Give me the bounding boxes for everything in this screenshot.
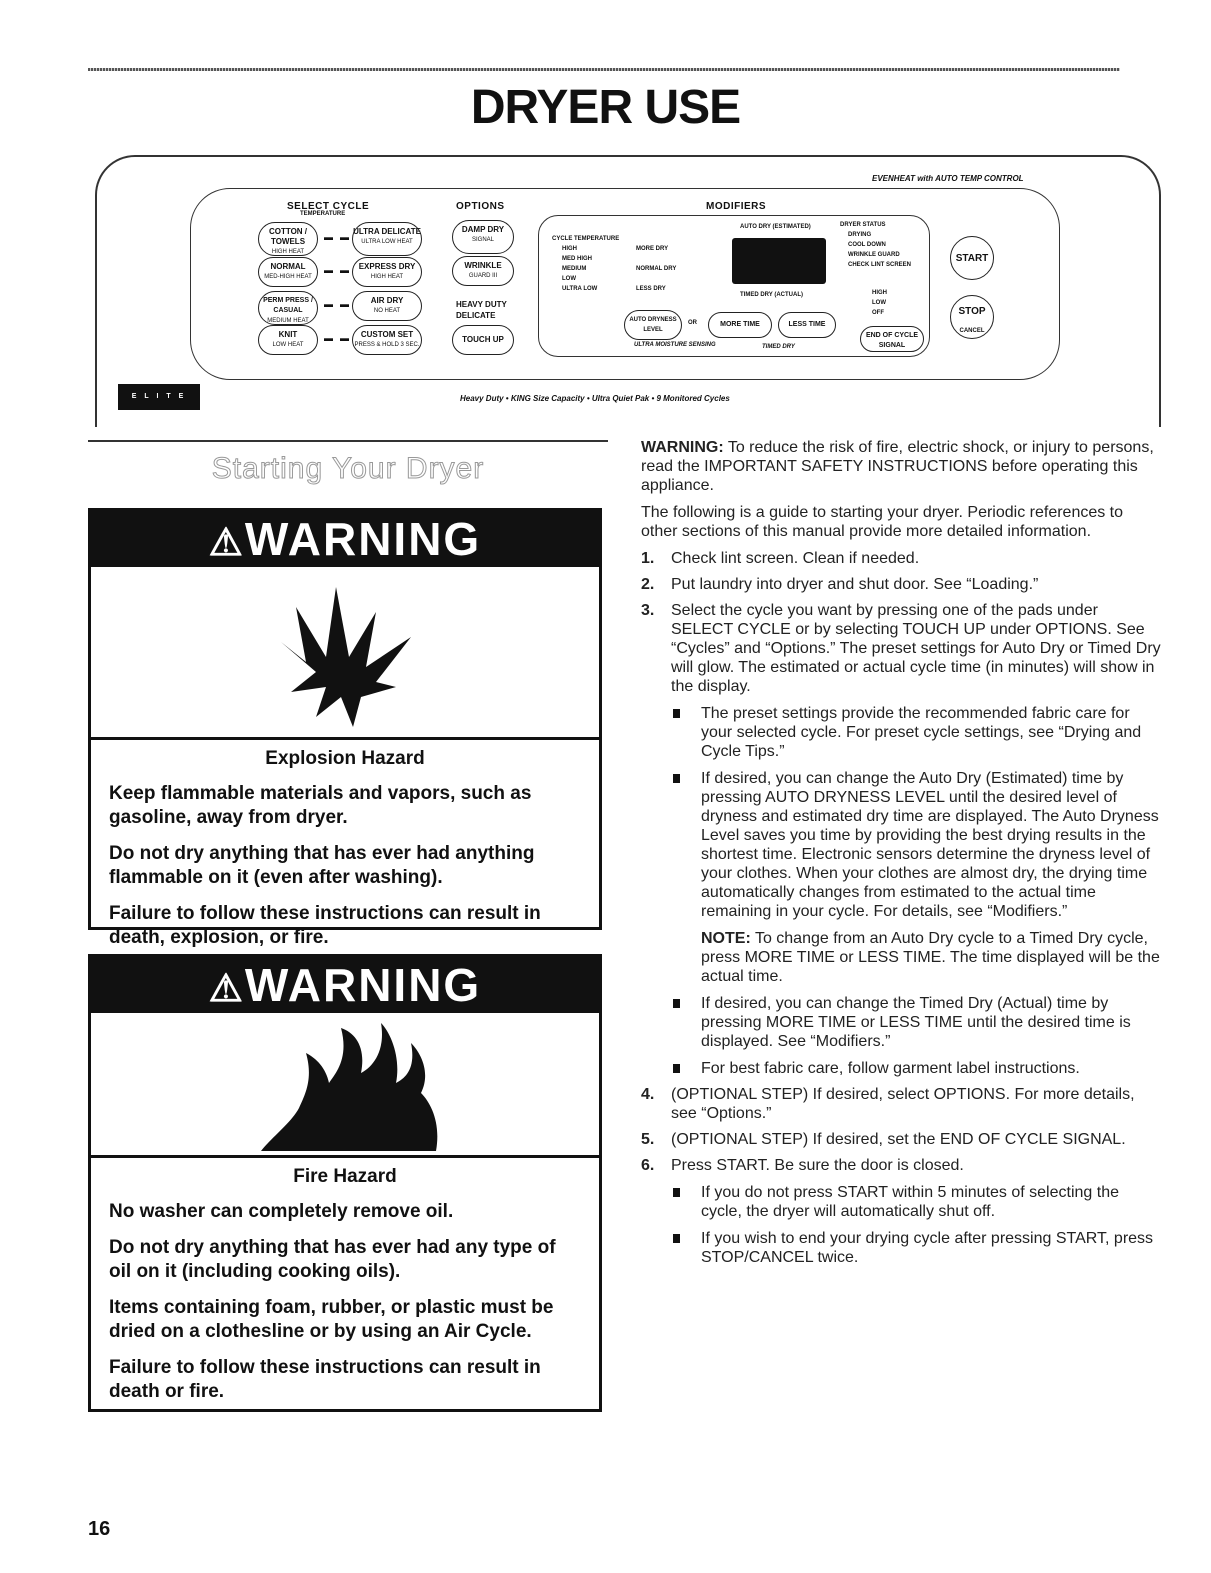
indicator-dot: ▬ bbox=[340, 232, 349, 242]
bullet-item bbox=[669, 1229, 1161, 1267]
delicate-label: DELICATE bbox=[456, 311, 496, 320]
bullet-text: If you wish to end your drying cycle after pressing START, press STOP/CANCEL twice. bbox=[701, 1230, 1154, 1266]
bullet-text: The preset settings provide the recommended fabric care for your selected cycle. For preset cycle settings, see “Drying and Cycle Tips.” bbox=[701, 705, 1142, 760]
bullet-text: If you do not press START within 5 minutes of selecting the cycle, the dryer will automatically shut off. bbox=[701, 1184, 1119, 1220]
bullet-icon bbox=[673, 774, 680, 783]
step-number: 1. bbox=[641, 550, 655, 567]
step-text: (OPTIONAL STEP) If desired, select OPTIONS. For more details, see “Options.” bbox=[671, 1086, 1135, 1122]
indicator-dot: ▬ bbox=[324, 299, 333, 309]
step-item bbox=[641, 1156, 1161, 1267]
more-time-button: MORE TIME bbox=[708, 312, 772, 338]
warning-header bbox=[91, 957, 599, 1013]
step-number: 6. bbox=[641, 1157, 655, 1174]
bullet-icon bbox=[673, 1234, 680, 1243]
bullet-text: If desired, you can change the Auto Dry (Estimated) time by pressing AUTO DRYNESS LEVEL until the desired level of dryness and estimated dry time are displayed. The Auto Dryness Level saves you time by providing the best drying results in the shortest time. Electronic sensors determine the dryness level of your clothes. When your clothes are almost dry, the drying time automatically changes from estimated to the actual time remaining in your cycle. For details, see “Modifiers.” bbox=[701, 770, 1159, 920]
temp-medium: MEDIUM bbox=[562, 266, 587, 272]
cancel-label: CANCEL bbox=[959, 328, 985, 334]
kenmore-elite-logo: E L I T E bbox=[118, 384, 200, 410]
modifiers-header: MODIFIERS bbox=[706, 201, 767, 212]
cycle-heat: MED-HIGH HEAT bbox=[264, 274, 312, 280]
section-divider bbox=[88, 440, 608, 442]
cycle-button-perm-press bbox=[258, 291, 318, 325]
time-display bbox=[732, 238, 826, 284]
features-strip: Heavy Duty • KING Size Capacity • Ultra Quiet Pak • 9 Monitored Cycles bbox=[460, 394, 730, 403]
heavy-duty-label: HEAVY DUTY bbox=[456, 300, 507, 309]
option-label: WRINKLE bbox=[464, 261, 502, 270]
end-of-cycle-button: END OF CYCLE SIGNAL bbox=[860, 326, 924, 352]
indicator-dot: ▬ bbox=[340, 333, 349, 343]
step-text: (OPTIONAL STEP) If desired, set the END OF CYCLE SIGNAL. bbox=[671, 1131, 1126, 1148]
auto-dry-label: AUTO DRY (ESTIMATED) bbox=[740, 224, 811, 230]
stop-label: STOP bbox=[958, 306, 986, 317]
step-item bbox=[641, 549, 1161, 568]
warning-line: Do not dry anything that has ever had anything flammable on it (even after washing). bbox=[109, 843, 535, 888]
bullet-item bbox=[669, 769, 1161, 921]
auto-dryness-button: AUTO DRYNESS LEVEL bbox=[624, 310, 682, 340]
signal-low: LOW bbox=[872, 300, 886, 306]
option-sub: GUARD III bbox=[468, 273, 498, 279]
temp-high: HIGH bbox=[562, 246, 577, 252]
hazard-title: Explosion Hazard bbox=[265, 748, 425, 769]
cycle-label: ULTRA DELICATE bbox=[353, 227, 421, 236]
steps-list bbox=[641, 549, 1161, 1267]
option-button-wrinkle-guard bbox=[452, 256, 514, 286]
temp-med-high: MED HIGH bbox=[562, 256, 592, 262]
option-label: TOUCH UP bbox=[462, 335, 504, 344]
cycle-heat: ULTRA LOW HEAT bbox=[361, 239, 413, 245]
dryness-less-dry: LESS DRY bbox=[636, 286, 666, 292]
bullet-icon bbox=[673, 1188, 680, 1197]
warning-line: No washer can completely remove oil. bbox=[109, 1201, 454, 1222]
indicator-dot: ▬ bbox=[324, 333, 333, 343]
warning-label: WARNING: bbox=[641, 439, 724, 456]
cycle-heat: PRESS & HOLD 3 SEC. bbox=[354, 342, 420, 348]
cycle-label: PERM PRESS / CASUAL bbox=[263, 297, 313, 314]
status-wrinkle-guard: WRINKLE GUARD bbox=[848, 252, 900, 258]
cycle-button-air-dry bbox=[352, 291, 422, 321]
note-text: To change from an Auto Dry cycle to a Timed Dry cycle, press MORE TIME or LESS TIME. The time displayed will be the actual time. bbox=[701, 930, 1160, 985]
option-sub: SIGNAL bbox=[471, 237, 494, 243]
bullet-item bbox=[669, 1183, 1161, 1221]
cycle-button-normal bbox=[258, 257, 318, 287]
instructions-column bbox=[641, 438, 1161, 1274]
step-text: Select the cycle you want by pressing one of the pads under SELECT CYCLE or by selecting TOUCH UP under OPTIONS. See “Cycles” and “Options.” The preset settings for Auto Dry or Timed Dry will glow. The estimated or actual cycle time (in minutes) will show in the display. bbox=[671, 602, 1161, 695]
bullet-icon bbox=[673, 1064, 680, 1073]
timed-dry-footer: TIMED DRY bbox=[762, 344, 795, 350]
warning-line: Failure to follow these instructions can result in death, explosion, or fire. bbox=[109, 903, 541, 948]
select-cycle-header: SELECT CYCLE bbox=[287, 201, 370, 212]
step-number: 4. bbox=[641, 1086, 655, 1103]
warning-triangle-icon: ⚠ bbox=[208, 968, 245, 1010]
warning-line: Keep flammable materials and vapors, such as gasoline, away from dryer. bbox=[109, 783, 532, 828]
indicator-dot: ▬ bbox=[340, 299, 349, 309]
signal-high: HIGH bbox=[872, 290, 887, 296]
cycle-label: CUSTOM SET bbox=[360, 330, 414, 339]
step-item bbox=[641, 1130, 1161, 1149]
cycle-label: COTTON / TOWELS bbox=[268, 227, 308, 246]
step-text: Press START. Be sure the door is closed. bbox=[671, 1157, 964, 1174]
warning-text: To reduce the risk of fire, electric shock, or injury to persons, read the IMPORTANT SAFETY INSTRUCTIONS before operating this appliance. bbox=[641, 439, 1154, 494]
indicator-dot: ▬ bbox=[340, 265, 349, 275]
cycle-label: EXPRESS DRY bbox=[358, 262, 416, 271]
warning-box-explosion bbox=[88, 508, 602, 948]
warning-header-text: WARNING bbox=[244, 959, 482, 1011]
bullet-text: For best fabric care, follow garment label instructions. bbox=[701, 1060, 1080, 1077]
top-rule bbox=[88, 68, 1120, 71]
brand-tagline: EVENHEAT with AUTO TEMP CONTROL bbox=[872, 174, 1024, 183]
temp-ultra-low: ULTRA LOW bbox=[562, 286, 598, 292]
step-text: Check lint screen. Clean if needed. bbox=[671, 550, 920, 567]
cycle-button-cotton-towels bbox=[258, 222, 318, 256]
hazard-title: Fire Hazard bbox=[293, 1166, 397, 1187]
cycle-label: KNIT bbox=[278, 330, 298, 339]
step-item bbox=[641, 1085, 1161, 1123]
warning-line: Do not dry anything that has ever had any type of oil on it (including cooking oils). bbox=[109, 1237, 556, 1282]
cycle-label: NORMAL bbox=[270, 262, 306, 271]
cycle-heat: NO HEAT bbox=[373, 308, 401, 314]
warning-box-fire bbox=[88, 954, 602, 1412]
cycle-button-ultra-delicate bbox=[352, 222, 422, 256]
ultra-moisture-label: ULTRA MOISTURE SENSING bbox=[634, 342, 716, 348]
bullet-icon bbox=[673, 709, 680, 718]
intro-paragraph: The following is a guide to starting your dryer. Periodic references to other sections of this manual provide more detailed information. bbox=[641, 504, 1124, 540]
warning-triangle-icon: ⚠ bbox=[208, 522, 245, 564]
cycle-button-express-dry bbox=[352, 257, 422, 287]
cycle-label: AIR DRY bbox=[370, 296, 404, 305]
step-text: Put laundry into dryer and shut door. See “Loading.” bbox=[671, 576, 1039, 593]
bullet-item bbox=[669, 1059, 1161, 1078]
explosion-icon bbox=[91, 567, 599, 740]
dryer-status-label: DRYER STATUS bbox=[840, 222, 886, 228]
option-button-touch-up bbox=[452, 325, 514, 355]
option-button-damp-dry bbox=[452, 220, 514, 254]
start-button: START bbox=[950, 236, 994, 280]
cycle-heat: HIGH HEAT bbox=[271, 249, 305, 255]
status-cool-down: COOL DOWN bbox=[848, 242, 886, 248]
bullet-text: If desired, you can change the Timed Dry (Actual) time by pressing MORE TIME or LESS TIME until the desired time is displayed. See “Modifiers.” bbox=[701, 995, 1131, 1050]
dryness-more-dry: MORE DRY bbox=[636, 246, 669, 252]
bullet-icon bbox=[673, 999, 680, 1008]
dryness-normal-dry: NORMAL DRY bbox=[636, 266, 677, 272]
temperature-label: TEMPERATURE bbox=[300, 211, 346, 217]
indicator-dot: ▬ bbox=[324, 232, 333, 242]
note-label: NOTE: bbox=[701, 930, 751, 947]
cycle-heat: MEDIUM HEAT bbox=[267, 318, 309, 324]
bullet-item bbox=[669, 994, 1161, 1051]
page-number: 16 bbox=[88, 1518, 111, 1540]
fire-icon bbox=[91, 1013, 599, 1158]
step-number: 5. bbox=[641, 1131, 655, 1148]
indicator-dot: ▬ bbox=[324, 265, 333, 275]
cycle-heat: HIGH HEAT bbox=[370, 274, 404, 280]
cycle-heat: LOW HEAT bbox=[272, 342, 304, 348]
step-number: 2. bbox=[641, 576, 655, 593]
stop-button bbox=[950, 295, 994, 339]
warning-header-text: WARNING bbox=[244, 513, 482, 565]
options-header: OPTIONS bbox=[456, 201, 505, 212]
signal-off: OFF bbox=[872, 310, 884, 316]
step-item bbox=[641, 575, 1161, 594]
safety-warning-paragraph bbox=[641, 438, 1161, 495]
page-title: DRYER USE bbox=[470, 81, 741, 134]
temp-low: LOW bbox=[562, 276, 576, 282]
step-item bbox=[641, 601, 1161, 1078]
timed-dry-label: TIMED DRY (ACTUAL) bbox=[740, 292, 803, 298]
note-paragraph bbox=[701, 929, 1161, 986]
warning-line: Failure to follow these instructions can result in death or fire. bbox=[109, 1357, 541, 1402]
status-check-lint: CHECK LINT SCREEN bbox=[848, 262, 912, 268]
cycle-button-knit bbox=[258, 325, 318, 355]
cycle-temperature-label: CYCLE TEMPERATURE bbox=[552, 236, 620, 242]
less-time-button: LESS TIME bbox=[778, 312, 836, 338]
cycle-button-custom-set bbox=[352, 325, 422, 355]
warning-line: Items containing foam, rubber, or plastic must be dried on a clothesline or by using an Air Cycle. bbox=[109, 1297, 554, 1342]
bullet-item bbox=[669, 704, 1161, 761]
or-label: OR bbox=[688, 320, 697, 326]
warning-header bbox=[91, 511, 599, 567]
step-number: 3. bbox=[641, 602, 655, 619]
section-title: Starting Your Dryer bbox=[211, 452, 485, 485]
status-drying: DRYING bbox=[848, 232, 872, 238]
option-label: DAMP DRY bbox=[461, 225, 505, 234]
